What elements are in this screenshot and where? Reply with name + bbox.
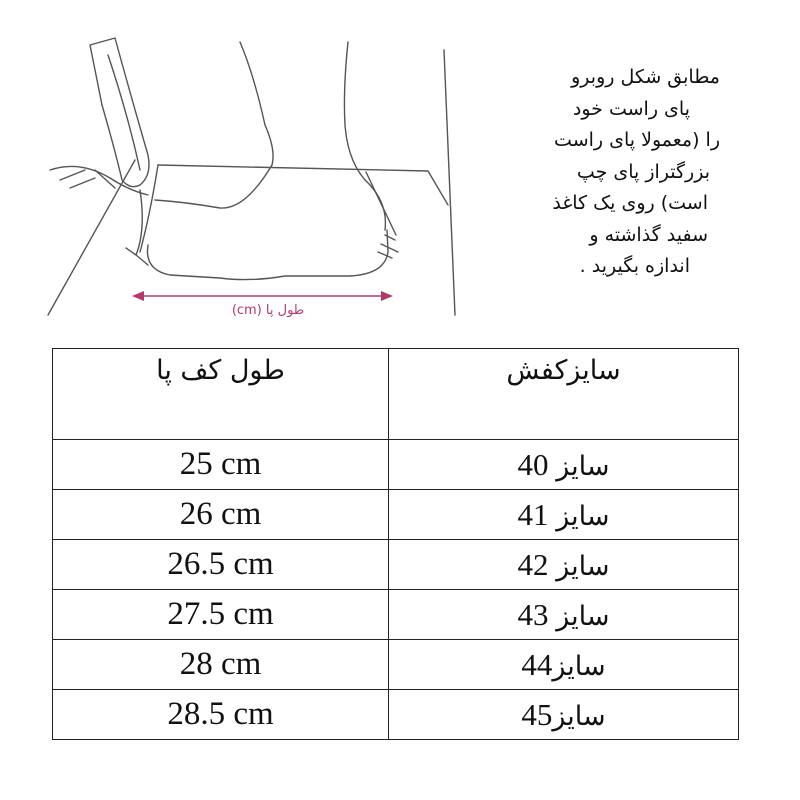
size-chart-table xyxy=(52,348,739,740)
size-word: سایز xyxy=(552,650,606,682)
instruction-line: است) روی یک کاغذ xyxy=(552,192,708,214)
size-word: سایز xyxy=(556,550,610,582)
header-shoe-size: سایزکفش xyxy=(389,349,739,440)
size-number: 42 xyxy=(517,546,549,582)
foot-length-label: طول پا (cm) xyxy=(231,303,305,318)
size-number: 45 xyxy=(521,696,553,732)
table-row xyxy=(53,490,739,540)
instruction-line: مطابق شکل روبرو xyxy=(571,66,720,88)
foot-length-cell: 28 cm xyxy=(53,640,389,690)
shoe-size-cell xyxy=(389,490,739,540)
table-header-row xyxy=(53,349,739,440)
shoe-size-cell xyxy=(389,540,739,590)
foot-length-cell: 27.5 cm xyxy=(53,590,389,640)
measurement-instructions xyxy=(455,62,720,283)
instruction-line: پای راست خود xyxy=(572,97,690,120)
shoe-size-cell xyxy=(389,590,739,640)
table-row xyxy=(53,690,739,740)
shoe-size-cell xyxy=(389,690,739,740)
table-row xyxy=(53,590,739,640)
header-foot-length: طول کف پا xyxy=(53,349,389,440)
foot-length-cell: 25 cm xyxy=(53,440,389,490)
table-row xyxy=(53,540,739,590)
size-word: سایز xyxy=(556,600,610,632)
instruction-line: اندازه بگیرید . xyxy=(579,255,690,277)
table-row xyxy=(53,440,739,490)
size-word: سایز xyxy=(556,450,610,482)
instruction-line: بزرگتراز پای چپ xyxy=(576,160,710,183)
size-number: 43 xyxy=(517,596,549,632)
foot-length-cell: 26 cm xyxy=(53,490,389,540)
length-arrow xyxy=(132,291,393,301)
size-number: 44 xyxy=(521,646,553,682)
size-number: 41 xyxy=(517,496,549,532)
table-row xyxy=(53,640,739,690)
size-number: 40 xyxy=(517,446,549,482)
size-word: سایز xyxy=(556,500,610,532)
shoe-size-cell xyxy=(389,640,739,690)
instruction-line: را (معمولا پای راست xyxy=(554,129,720,151)
foot-measurement-illustration xyxy=(40,30,470,330)
foot-length-cell: 26.5 cm xyxy=(53,540,389,590)
size-word: سایز xyxy=(552,700,606,732)
instruction-line: سفید گذاشته و xyxy=(589,223,708,246)
foot-length-cell: 28.5 cm xyxy=(53,690,389,740)
shoe-size-cell xyxy=(389,440,739,490)
